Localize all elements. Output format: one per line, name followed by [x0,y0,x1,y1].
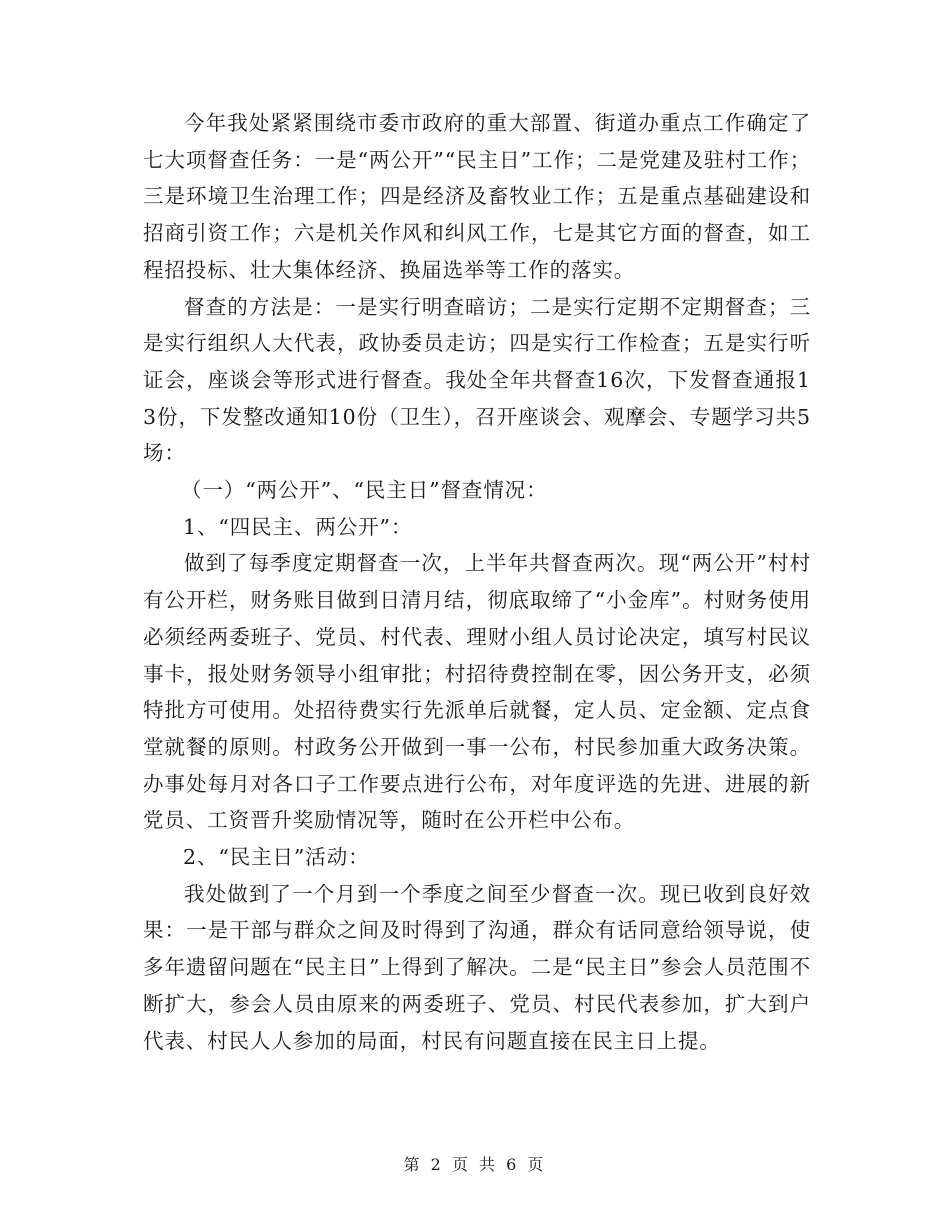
section-heading: （一）“两公开”、“民主日”督查情况： [181,478,548,503]
item1-paragraph: 做到了每季度定期督查一次，上半年共督查两次。现“两公开”村村有公开栏，财务账目做到日清月结，彻底取缔了“小金库”。村财务使用必须经两委班子、党员、村代表、理财小组人员讨论决定，填写村民议事卡，报处财务领导小组审批；村招待费控制在零，因公务开支，必须特批方可使用。处招待费实行先派单后就餐，定人员、定金额、定点食堂就餐的原则。村政务公开做到一事一公布，村民参加重大政务决策。办事处每月对各口子工作要点进行公布，对年度评选的先进、进展的新党员、工资晋升奖励情况等，随时在公开栏中公布。 [143,551,811,833]
document-body [143,105,811,1059]
item2-heading: 2、“民主日”活动： [183,845,370,870]
methods-paragraph: 督查的方法是：一是实行明查暗访；二是实行定期不定期督查；三是实行组织人大代表，政协委员走访；四是实行工作检查；五是实行听证会，座谈会等形式进行督查。我处全年共督查16次，下发督查通报13份，下发整改通知10份（卫生），召开座谈会、观摩会、专题学习共5场： [143,294,811,466]
page-number-footer: 第 2 页 共 6 页 [403,1155,547,1174]
item2-paragraph: 我处做到了一个月到一个季度之间至少督查一次。现已收到良好效果：一是干部与群众之间及时得到了沟通，群众有话同意给领导说，使多年遗留问题在“民主日”上得到了解决。二是“民主日”参会人员范围不断扩大，参会人员由原来的两委班子、党员、村民代表参加，扩大到户代表、村民人人参加的局面，村民有问题直接在民主日上提。 [143,881,811,1053]
intro-paragraph: 今年我处紧紧围绕市委市政府的重大部置、街道办重点工作确定了七大项督查任务：一是“两公开”“民主日”工作；二是党建及驻村工作；三是环境卫生治理工作；四是经济及畜牧业工作；五是重点基础建设和招商引资工作；六是机关作风和纠风工作，七是其它方面的督查，如工程招投标、壮大集体经济、换届选举等工作的落实。 [143,111,811,282]
item1-heading: 1、“四民主、两公开”： [183,514,413,539]
